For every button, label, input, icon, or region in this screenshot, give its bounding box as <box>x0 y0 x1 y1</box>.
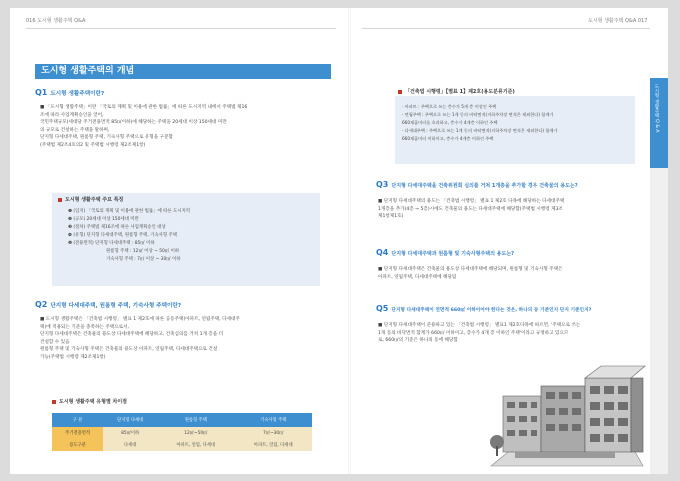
q1-heading <box>35 88 104 97</box>
q5-answer-line: 1개 동의 바닥면적 합계가 660㎡ 이하이고, 층수가 4개 층 이하인 주택'이라고 규정하고 있으므 <box>378 330 569 336</box>
list-item: ❺ (전용면적) 단지형 다세대주택 : 85㎡ 이하 <box>68 241 155 246</box>
q2-answer-line: 건설할 수 있음 <box>40 339 70 345</box>
q2-number: Q2 <box>35 300 48 309</box>
list-item: 기숙사형 주택 : 7㎡ 이상 ~ 30㎡ 이하 <box>106 257 181 262</box>
table-cell: 85㎡이하 <box>103 427 157 439</box>
list-item: ❸ (절차) 주택법 제16조에 따른 사업계획승인 대상 <box>68 225 166 230</box>
q3-answer-line: 1개층을 추가(4층 → 5층)시에도 건축물의 용도는 다세대주택에 해당함(주택법 시행령 제3조 <box>378 206 563 212</box>
side-tab-label: 도시형 생활주택 Q & A <box>654 84 659 133</box>
q5-answer-line: ■ 단지형 다세대주택이 준용하고 있는 「건축법 시행령」 별표1 제2호다목에 따르면, '주택으로 쓰는 <box>378 323 581 328</box>
q1-feature-list <box>68 208 190 264</box>
table-cell: 7㎡~30㎡ <box>235 427 312 439</box>
list-item: ❶ (입지) 「국토의 계획 및 이용에 관한 법률」에 따른 도시지역 <box>68 209 191 214</box>
building-code-title: 「건축법 시행령」【별표 1】제2호(용도분류기준) <box>398 88 515 95</box>
q3-heading <box>376 180 578 189</box>
q1-question: 도시형 생활주택이란? <box>50 91 105 97</box>
q3-number: Q3 <box>376 180 389 189</box>
list-item: · 연립주택 : 주택으로 쓰는 1개 동의 바닥면적(지하주차장 면적은 제외한다) 합계가 <box>402 112 554 117</box>
list-item: · 다세대주택 : 주택으로 쓰는 1개 동의 바닥면적(지하주차장 면적은 제외한다) 합계가 <box>402 128 558 133</box>
table-row-head: 주거전용면적 <box>52 427 103 439</box>
header-left: 016 도시형 생활주택 Q&A <box>26 18 86 24</box>
q1-answer-line: 조에 따라 사업계획승인을 얻어, <box>40 112 104 118</box>
bullet-square-icon <box>58 198 62 202</box>
page-gutter <box>348 8 351 474</box>
page-spread <box>10 8 668 474</box>
table-row <box>52 427 312 439</box>
q5-answer-line: 로, 660㎡의 기준은 하나의 동에 해당함 <box>378 338 458 344</box>
section-title: 도시형 생활주택의 개념 <box>35 64 331 79</box>
header-right: 도시형 생활주택 Q&A 017 <box>588 18 648 24</box>
q1-answer-line: (주택법 제2조4호의2 및 주택법 시행령 제2조제1항) <box>40 142 146 148</box>
list-item: 원룸형 주택 : 12㎡ 이상 ~ 50㎡ 이하 <box>106 249 180 254</box>
q1-answer <box>40 104 247 150</box>
q5-number: Q5 <box>376 304 389 313</box>
q3-question: 단지형 다세대주택을 건축위원회 심의를 거쳐 1개층을 추가할 경우 건축물의 용도는? <box>391 183 578 189</box>
q1-answer-line: 의 규모로 건설하는 주택을 말하며, <box>40 127 110 133</box>
table-cell: 12㎡~50㎡ <box>157 427 234 439</box>
table-header-cell: 기숙사형 주택 <box>235 413 312 427</box>
header-rule-left <box>26 28 336 29</box>
q2-answer-line: 가능(주택법 시행령 제2조제1항) <box>40 354 106 360</box>
table-cell: 아파트, 연립, 다세대 <box>235 439 312 451</box>
q4-answer-line: ■ 단지형 다세대주택은 건축물의 용도상 다세대주택에 해당되며, 원룸형 및 기숙사형 주택은 <box>378 267 563 272</box>
q2-table-title: 도시형 생활주택 유형별 차이점 <box>52 398 127 405</box>
q2-heading <box>35 300 181 309</box>
table-cell: 아파트, 연립, 다세대 <box>157 439 234 451</box>
q1-number: Q1 <box>35 88 48 97</box>
list-item: ❷ (규모) 20세대 이상 150세대 미만 <box>68 217 139 222</box>
q1-answer-line: ■ 「도시형 생활주택」이란 「국토의 계획 및 이용에 관한 법률」에 따른 도시지역 내에서 주택법 제16 <box>40 105 248 110</box>
side-tab <box>650 78 668 168</box>
q1-box-title: 도시형 생활주택 주요 특징 <box>58 196 123 203</box>
table-cell: 다세대 <box>103 439 157 451</box>
list-item: ❹ (유형) 단지형 다세대주택, 원룸형 주택, 기숙사형 주택 <box>68 233 177 238</box>
bullet-square-icon <box>398 90 402 94</box>
building-code-list <box>402 103 557 143</box>
q2-answer-line: 택)에 적용되는 기준을 충족하는 주택으로서, <box>40 324 129 330</box>
list-item: 660제곱미터 이하이고, 층수가 4개층 이하인 주택 <box>402 136 494 141</box>
table-row-head: 용도구분 <box>52 439 103 451</box>
q2-answer-line: 원룸형 주택 및 기숙사형 주택은 건축물의 용도상 아파트, 연립주택, 다세대주택으로 건설 <box>40 347 218 353</box>
q2-answer-line: ■ 도시형 생활주택은 「건축법 시행령」 별표 1 제2호에 따른 공동주택(아파트, 연립주택, 다세대주 <box>40 317 240 322</box>
table-row <box>52 439 312 451</box>
table-header-cell: 원룸형 주택 <box>157 413 234 427</box>
list-item: 660제곱미터를 초과하고, 층수가 4개층 이하인 주택 <box>402 120 498 125</box>
q3-answer <box>378 198 564 221</box>
list-item: · 아파트 : 주택으로 쓰는 층수가 5개 층 이상인 주택 <box>402 104 497 109</box>
building-illustration <box>483 356 648 474</box>
q2-question: 단지형 다세대주택, 원룸형 주택, 기숙사형 주택이란? <box>50 303 182 309</box>
q3-answer-line: 제1항제1호) <box>378 214 404 220</box>
side-margin <box>650 168 668 474</box>
table-header-cell: 단지형 다세대 <box>103 413 157 427</box>
q5-answer <box>378 322 580 345</box>
q2-answer-line: 단지형 다세대주택은 건축물의 용도상 다세대주택에 해당하고, 건축심의를 거쳐 1개 층을 더 <box>40 332 224 338</box>
bullet-square-icon <box>52 400 56 404</box>
q5-heading <box>376 304 591 313</box>
q4-heading <box>376 248 514 257</box>
q4-answer-line: 아파트, 연립주택, 다세대주택에 해당됨 <box>378 274 457 280</box>
table-header-cell: 구 분 <box>52 413 103 427</box>
q4-question: 단지형 다세대주택과 원룸형 및 기숙사형주택의 용도는? <box>391 251 515 257</box>
q1-answer-line: 국민주택규모(세대당 주거전용면적 85㎡이하)에 해당하는 주택을 20세대 이상 150세대 미만 <box>40 120 227 126</box>
q2-answer <box>40 316 240 362</box>
q1-answer-line: 단지형 다세대주택, 원룸형 주택, 기숙사형 주택으로 유형을 구분함 <box>40 135 173 141</box>
header-rule-right <box>362 28 650 29</box>
q3-answer-line: ■ 단지형 다세대주택의 용도는 「건축법 시행령」 별표 1 제2호 다목에 해당하는 다세대주택 <box>378 199 565 204</box>
table-header-row <box>52 413 312 427</box>
q5-question: 단지형 다세대주택이 연면적 660㎡ 이하이어야 한다는 것은, 하나의 동 기준인지 단지 기준인지? <box>391 308 592 313</box>
type-comparison-table <box>52 413 312 451</box>
q4-number: Q4 <box>376 248 389 257</box>
q4-answer <box>378 266 563 281</box>
